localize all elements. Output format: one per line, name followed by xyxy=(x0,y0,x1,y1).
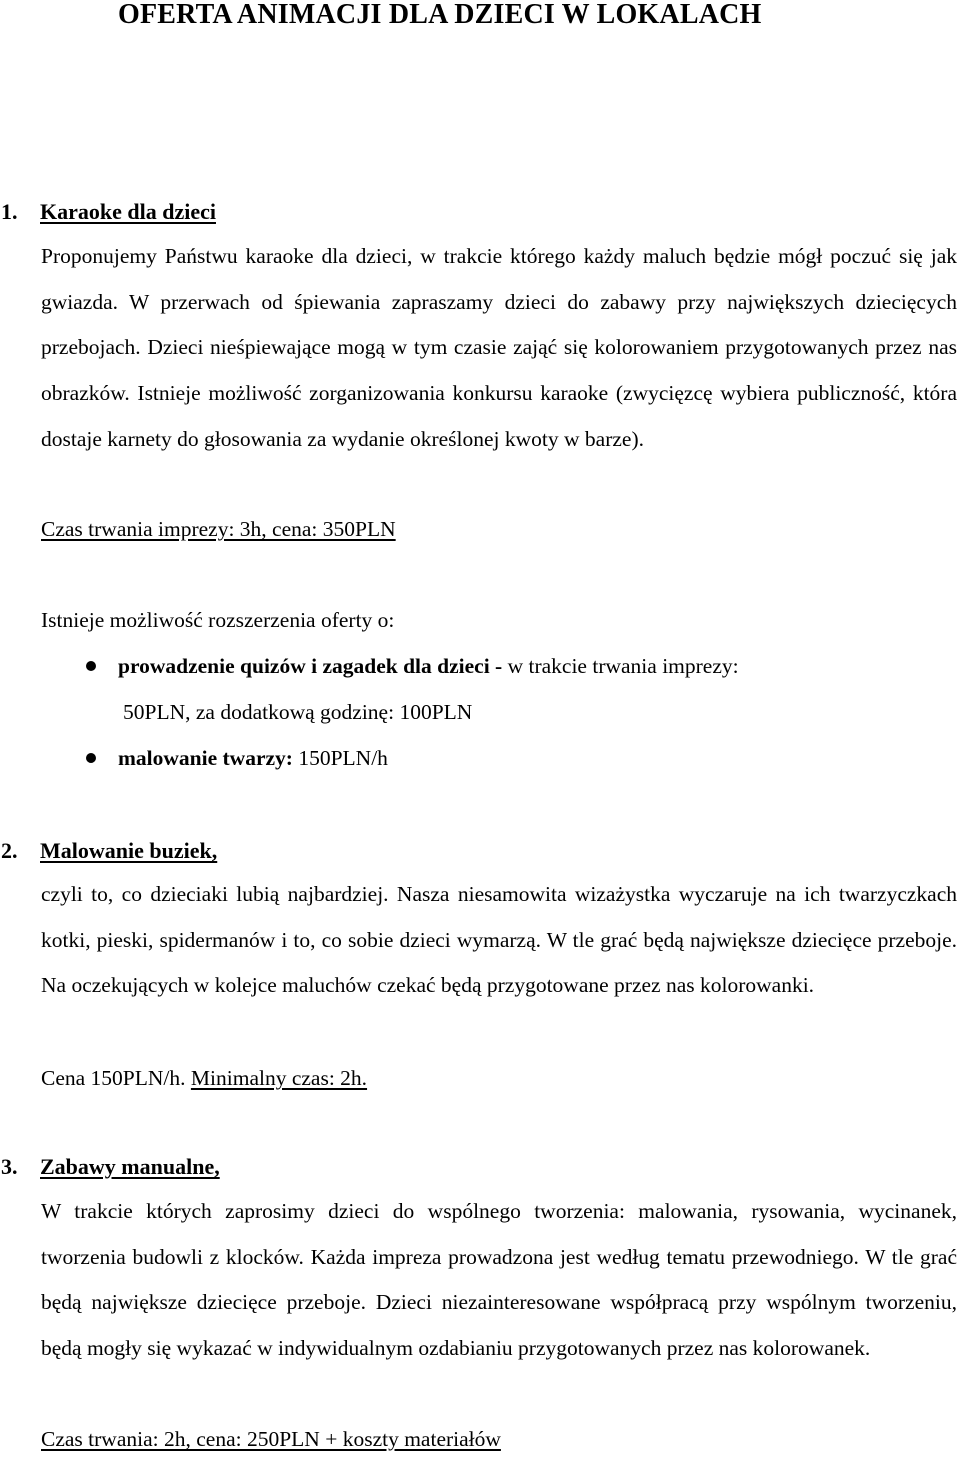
section-title: Zabawy manualne, xyxy=(40,1154,220,1179)
section-paragraph-manual-games: W trakcie których zaprosimy dzieci do wspólnego tworzenia: malowania, rysowania, wycinanek, tworzenia budowli z klocków. Każda impreza prowadzona jest według tematu przewodniego. W tle grać będą największe dziecięce przeboje. Dzieci niezainteresowane współpracą przy wspólnym tworzeniu, będą mogły się wykazać w indywidualnym ozdabianiu przygotowanych przez nas kolorowanek. xyxy=(41,1199,957,1361)
extension-text: 150PLN/h xyxy=(292,746,388,770)
section-number: 3. xyxy=(1,1154,18,1179)
section-title: Malowanie buziek, xyxy=(40,838,218,863)
list-item xyxy=(0,735,739,781)
section-heading-manual-games xyxy=(0,1152,220,1182)
duration-price-karaoke: Czas trwania imprezy: 3h, cena: 350PLN xyxy=(41,517,396,541)
section-heading-karaoke xyxy=(0,197,216,227)
bullet-dot-icon xyxy=(86,753,96,763)
extension-list xyxy=(0,643,739,781)
duration-price-manual-games: Czas trwania: 2h, cena: 250PLN + koszty materiałów xyxy=(41,1427,501,1451)
section-number: 2. xyxy=(1,838,18,863)
section-paragraph-face-painting: czyli to, co dzieciaki lubią najbardziej. Nasza niesamowita wizażystka wyczaruje na ich twarzyczkach kotki, pieski, spidermanów i to, co sobie dzieci wymarzą. W tle grać będą największe dziecięce przeboje. Na oczekujących w kolejce maluchów czekać będą przygotowane przez nas kolorowanki. xyxy=(41,882,957,998)
section-number: 1. xyxy=(1,199,18,224)
section-title: Karaoke dla dzieci xyxy=(40,199,216,224)
page-title: OFERTA ANIMACJI DLA DZIECI W LOKALACH xyxy=(118,0,762,30)
extension-intro: Istnieje możliwość rozszerzenia oferty o: xyxy=(41,608,395,632)
bullet-dot-icon xyxy=(86,661,96,671)
extension-text: w trakcie trwania imprezy: xyxy=(502,654,739,678)
price-line-face-painting xyxy=(41,1063,367,1093)
min-time-text: Minimalny czas: 2h. xyxy=(190,1066,368,1090)
extension-continuation: 50PLN, za dodatkową godzinę: 100PLN xyxy=(123,700,473,724)
list-item xyxy=(0,643,739,735)
section-paragraph-karaoke: Proponujemy Państwu karaoke dla dzieci, w trakcie którego każdy maluch będzie mógł poczuć się jak gwiazda. W przerwach od śpiewania zapraszamy dzieci do zabawy przy największych dziecięcych przebojach. Dzieci nieśpiewające mogą w tym czasie zająć się kolorowaniem przygotowanych przez nas obrazków. Istnieje możliwość zorganizowania konkursu karaoke (zwycięzcę wybiera publiczność, która dostaje karnety do głosowania za wydanie określonej kwoty w barze). xyxy=(41,244,957,451)
extension-bold-label: prowadzenie quizów i zagadek dla dzieci - xyxy=(118,654,503,678)
price-text: Cena 150PLN/h. xyxy=(41,1066,186,1090)
extension-bold-label: malowanie twarzy: xyxy=(118,746,293,770)
section-heading-face-painting xyxy=(0,836,217,866)
